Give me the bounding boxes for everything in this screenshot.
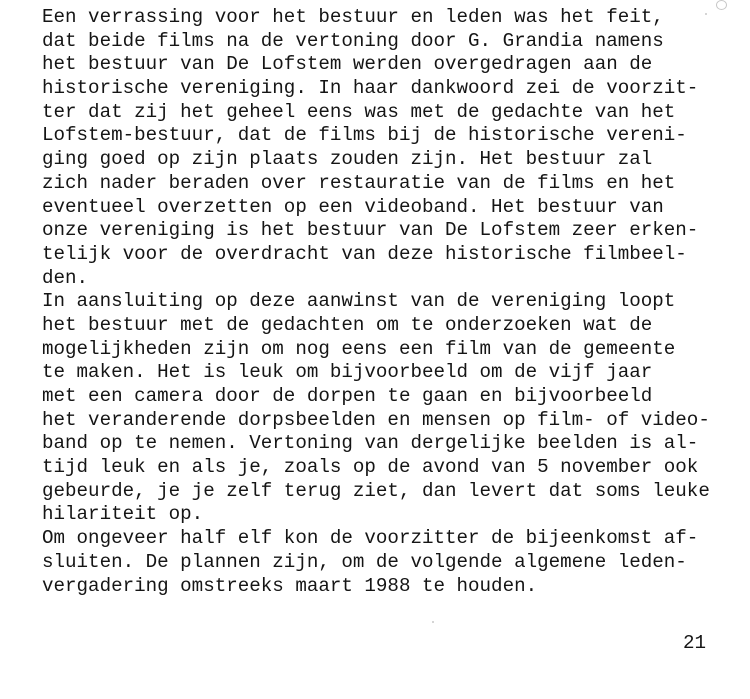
text-line: Om ongeveer half elf kon de voorzitter de bijeenkomst af- <box>42 527 699 550</box>
text-line: onze vereniging is het bestuur van De Lofstem zeer erken- <box>42 219 699 242</box>
text-line: Lofstem-bestuur, dat de films bij de historische vereni- <box>42 124 687 147</box>
text-line: historische vereniging. In haar dankwoord zei de voorzit- <box>42 77 699 100</box>
text-line: het bestuur met de gedachten om te onderzoeken wat de <box>42 313 653 336</box>
text-line: mogelijkheden zijn om nog eens een film van de gemeente <box>42 337 676 360</box>
text-line: ging goed op zijn plaats zouden zijn. Het bestuur zal <box>42 148 653 171</box>
text-line: band op te nemen. Vertoning van dergelijke beelden is al- <box>42 432 699 455</box>
text-line: eventueel overzetten op een videoband. Het bestuur van <box>42 195 664 218</box>
text-line: vergadering omstreeks maart 1988 te houden. <box>42 574 538 597</box>
text-line: In aansluiting op deze aanwinst van de vereniging loopt <box>42 290 676 313</box>
text-line: gebeurde, je je zelf terug ziet, dan levert dat soms leuke <box>42 479 710 502</box>
text-line: hilariteit op. <box>42 503 204 526</box>
page-number: 21 <box>683 632 707 654</box>
text-line: tijd leuk en als je, zoals op de avond van 5 november ook <box>42 456 699 479</box>
body-text <box>42 6 742 598</box>
text-line: den. <box>42 266 89 289</box>
text-line: het bestuur van De Lofstem werden overgedragen aan de <box>42 53 653 76</box>
text-line: Een verrassing voor het bestuur en leden was het feit, <box>42 6 664 28</box>
text-line: het veranderende dorpsbeelden en mensen op film- of video- <box>42 408 710 431</box>
text-line: met een camera door de dorpen te gaan en bijvoorbeeld <box>42 385 653 407</box>
text-line: sluiten. De plannen zijn, om de volgende algemene leden- <box>42 550 687 573</box>
text-line: ter dat zij het geheel eens was met de gedachte van het <box>42 100 676 123</box>
text-line: dat beide films na de vertoning door G. Grandia namens <box>42 29 664 52</box>
text-line: telijk voor de overdracht van deze historische filmbeel- <box>42 242 687 265</box>
text-line: zich nader beraden over restauratie van de films en het <box>42 171 676 194</box>
scan-speck <box>432 621 434 623</box>
text-line: te maken. Het is leuk om bijvoorbeeld om de vijf jaar <box>42 361 653 384</box>
